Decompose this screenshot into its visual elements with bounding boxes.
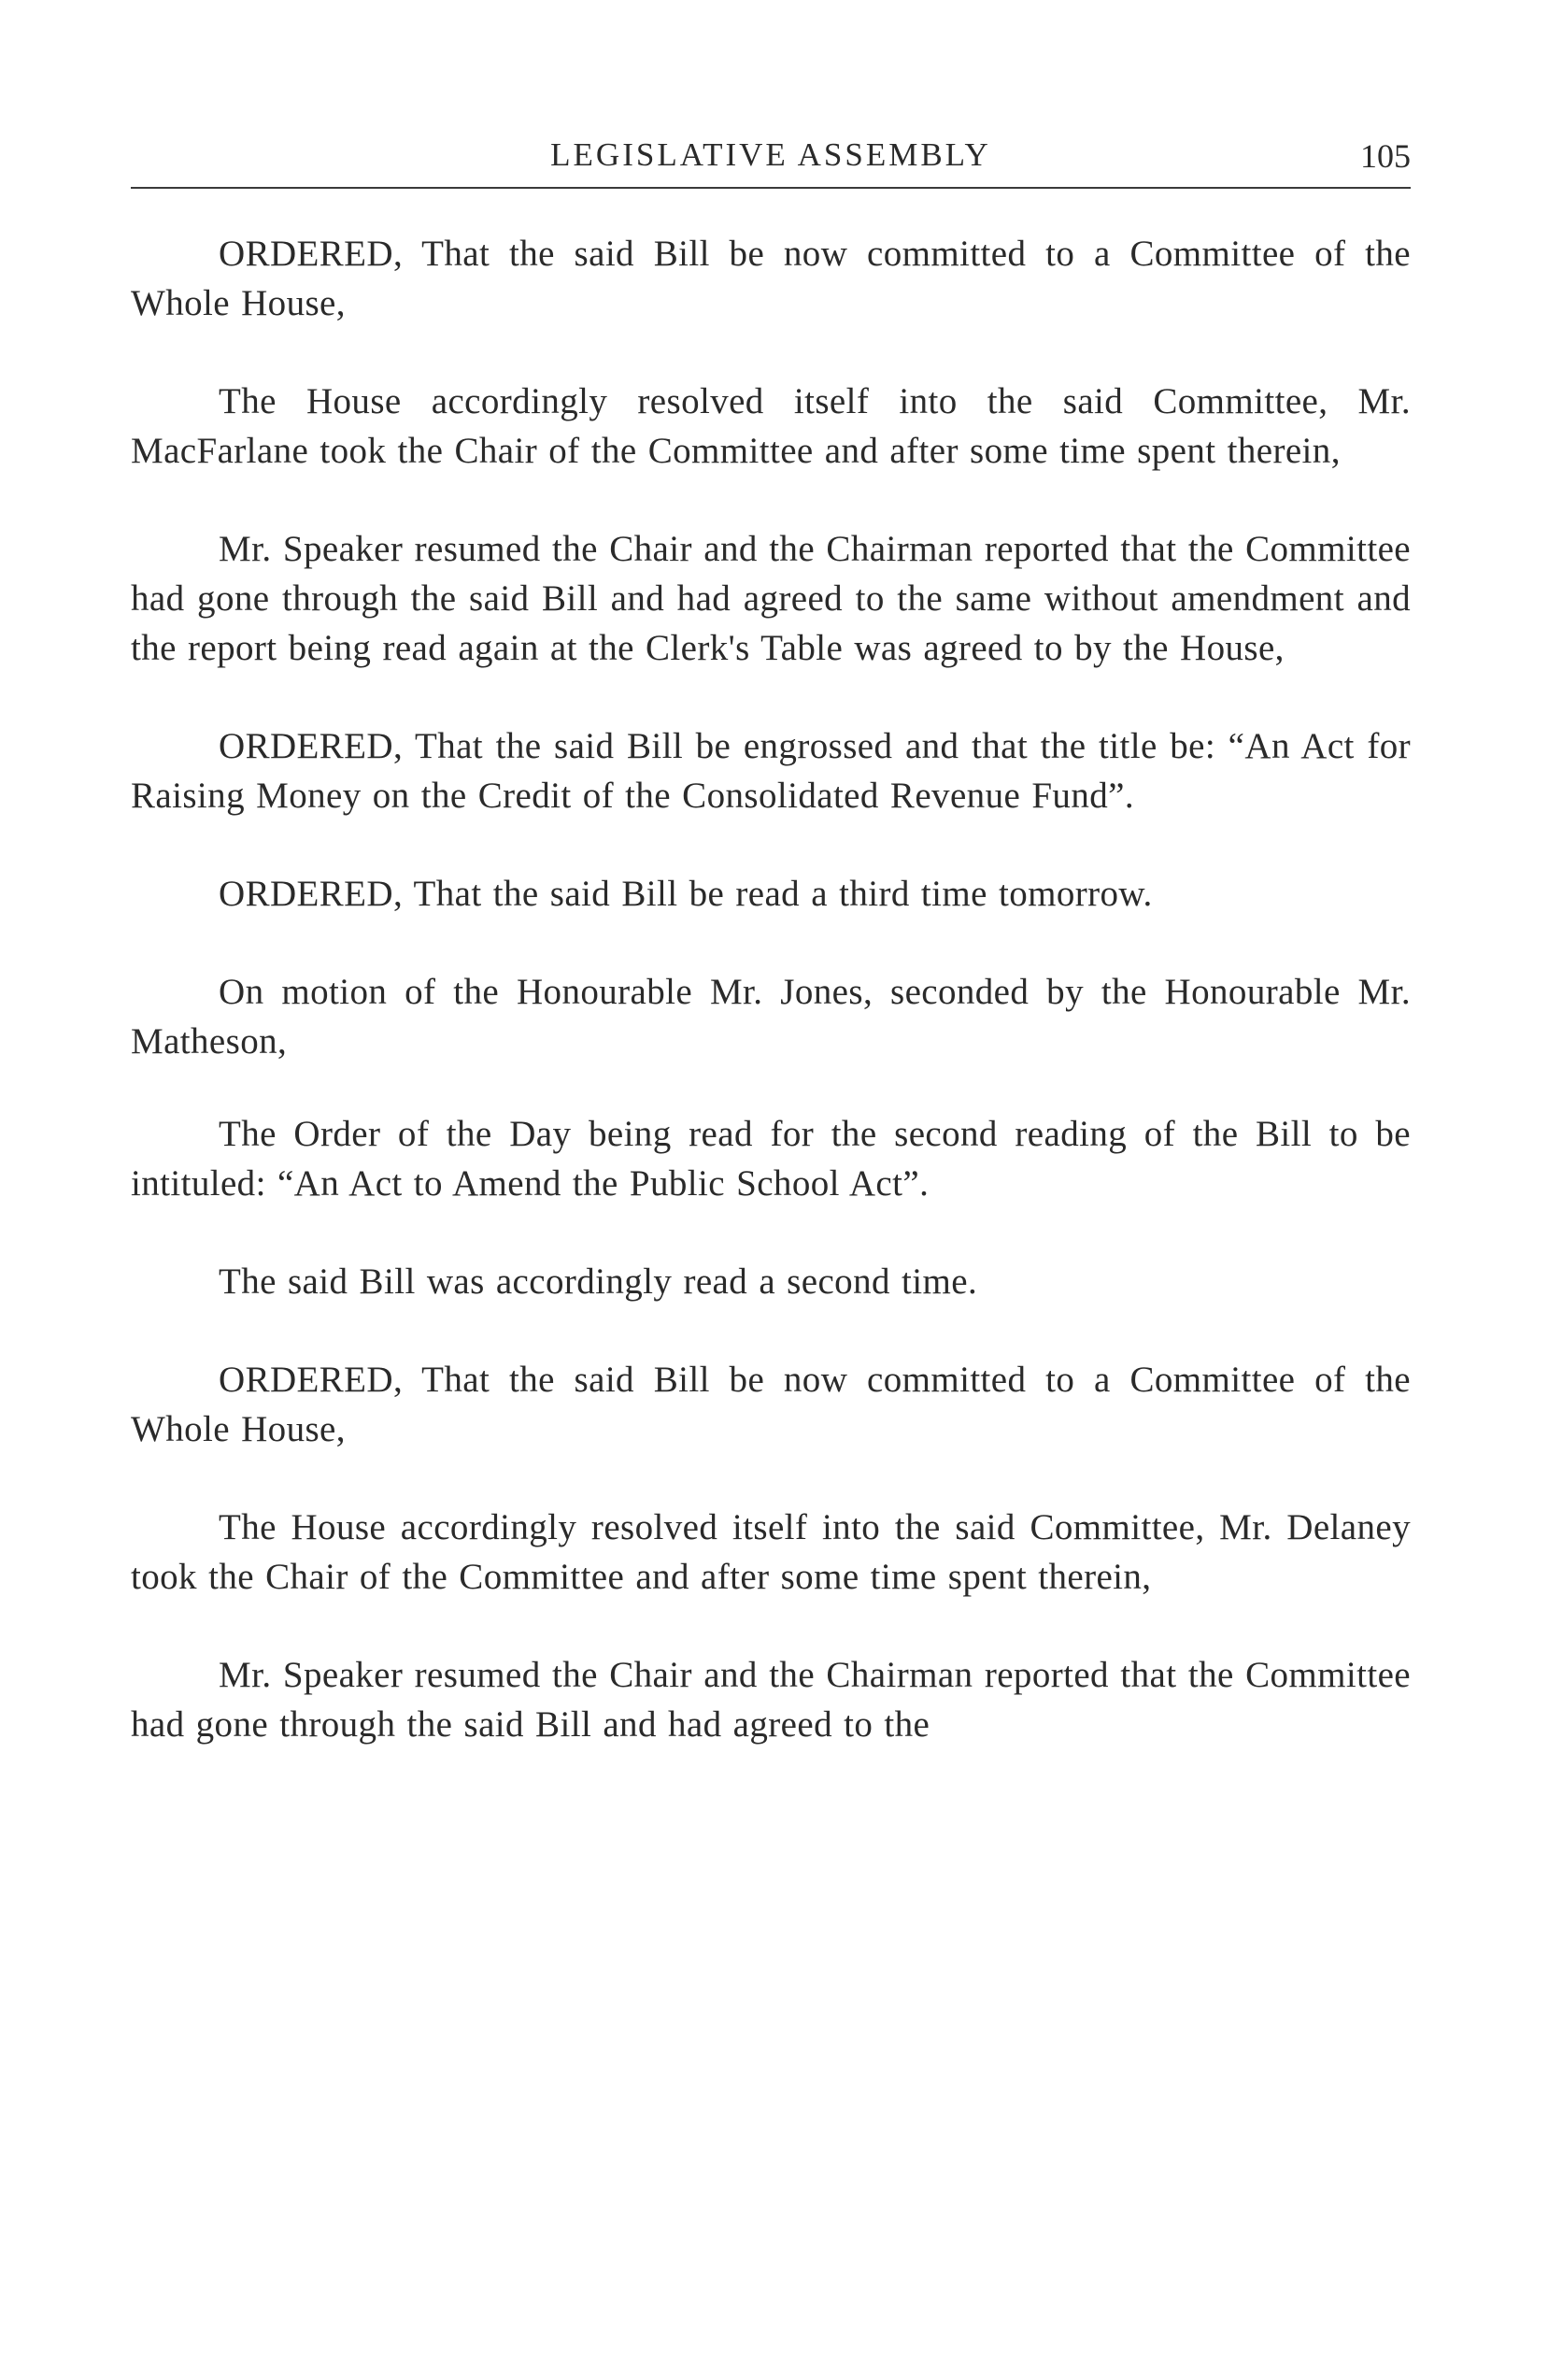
paragraph-speaker-resumed: Mr. Speaker resumed the Chair and the Chairman reported that the Committee had gone through the said Bill and had agreed to the same without amendment and the report being read again at the Clerk's Table was agreed to by the House, <box>131 529 1411 668</box>
paragraph-ordered-engrossed: ORDERED, That the said Bill be engrossed and that the title be: “An Act for Raising Money on the Credit of the Consolidated Revenue Fund”. <box>131 726 1411 816</box>
paragraph-ordered-committee-2: ORDERED, That the said Bill be now committed to a Committee of the Whole House, <box>131 1360 1411 1449</box>
running-title: LEGISLATIVE ASSEMBLY <box>550 136 991 173</box>
running-header <box>131 131 1411 189</box>
paragraph-motion: On motion of the Honourable Mr. Jones, seconded by the Honourable Mr. Matheson, <box>131 972 1411 1062</box>
paragraph-second-reading: The said Bill was accordingly read a second time. <box>219 1261 978 1302</box>
paragraph-ordered-committee: ORDERED, That the said Bill be now committed to a Committee of the Whole House, <box>131 234 1411 323</box>
body-text <box>131 229 1411 1798</box>
paragraph-speaker-resumed-2: Mr. Speaker resumed the Chair and the Chairman reported that the Committee had gone through the said Bill and had agreed to the <box>131 1655 1411 1745</box>
paragraph-house-resolved: The House accordingly resolved itself into the said Committee, Mr. MacFarlane took the Chair of the Committee and after some time spent therein, <box>131 381 1411 471</box>
paragraph-house-resolved-2: The House accordingly resolved itself into the said Committee, Mr. Delaney took the Chair of the Committee and after some time spent therein, <box>131 1507 1411 1597</box>
page-number: 105 <box>1360 137 1411 175</box>
paragraph-ordered-third-reading: ORDERED, That the said Bill be read a third time tomorrow. <box>219 874 1153 914</box>
paragraph-order-of-day: The Order of the Day being read for the second reading of the Bill to be intituled: “An Act to Amend the Public School Act”. <box>131 1114 1411 1204</box>
